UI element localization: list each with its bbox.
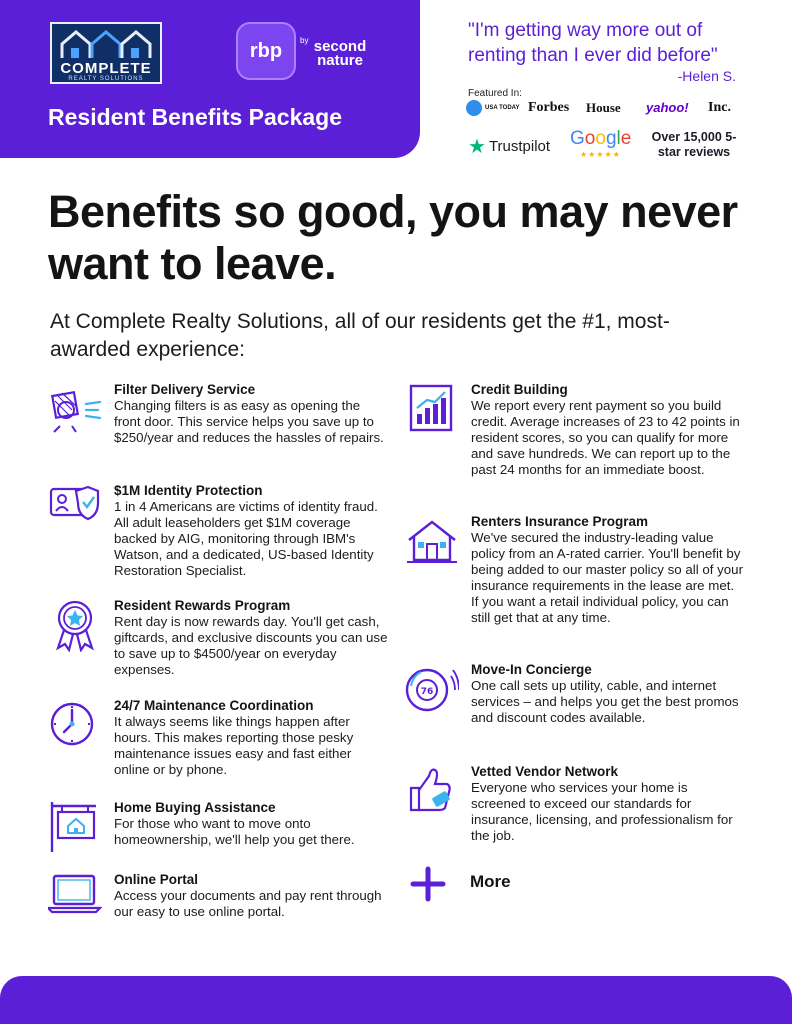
partner-logo-text: second nature [313,38,367,69]
trustpilot-star-icon: ★ [468,136,486,158]
benefit-desc: 1 in 4 Americans are victims of identity fraud. All adult leaseholders get $1M coverage backed by AIG, monitoring through IBM's Watson, and a dedicated, US-based Identity Restoration Specialist. [114,499,378,578]
by-label: by [300,36,309,45]
inc-logo: Inc. [708,100,731,115]
benefit-title: $1M Identity Protection [114,483,263,498]
benefit-desc: Changing filters is as easy as opening the front door. This service helps you save up to $250/year and reduces the hassles of repairs. [114,398,384,445]
testimonial-author: -Helen S. [677,68,736,84]
identity-shield-icon [48,483,102,537]
package-title: Resident Benefits Package [48,104,343,130]
thermostat-icon [405,662,459,716]
trustpilot-text: Trustpilot [488,138,551,155]
benefit-desc: We've secured the industry-leading value policy from an A-rated carrier. You'll benefit by being added to our master policy so all of your insurance requirements in the lease are met. If you want a retail individual policy, you can still get that at any time. [471,530,744,625]
company-logo [50,22,162,84]
benefit-title: Move-In Concierge [471,662,592,677]
rewards-ribbon-icon [48,598,102,652]
review-count: Over 15,000 5-star reviews [651,130,737,159]
houses-logo-icon [58,28,158,60]
featured-in-label: Featured In: [468,88,522,99]
laptop-icon [48,872,102,926]
yahoo-logo: yahoo! [646,100,689,115]
benefit-title: Renters Insurance Program [471,514,649,529]
benefit-title: Credit Building [471,382,568,397]
rbp-badge: rbp [236,22,296,80]
google-logo: Google [570,128,632,149]
filter-delivery-icon [48,382,102,436]
testimonial-quote: "I'm getting way more out of renting than I ever did before" [468,20,718,66]
header-band [0,0,420,158]
home-sign-icon [48,800,102,854]
benefit-title: 24/7 Maintenance Coordination [114,698,314,713]
logo-sub-text: REALTY SOLUTIONS [68,76,144,82]
benefit-desc: Rent day is now rewards day. You'll get cash, giftcards, and exclusive discounts you can use to save up to $4500/year on everyday expenses. [114,614,388,677]
benefit-desc: For those who want to move onto homeownership, we'll help you get there. [114,816,355,847]
benefit-desc: Access your documents and pay rent through our easy to use online portal. [114,888,382,919]
more-link[interactable]: More [470,872,511,891]
plus-icon[interactable] [410,866,446,902]
benefit-desc: Everyone who services your home is screened to exceed our standards for insurance, licensing, and professionalism for the job. [471,780,733,843]
usa-today-logo [466,100,519,116]
google-rating-stars: ★★★★★ [580,150,621,159]
benefit-title: Resident Rewards Program [114,598,291,613]
usa-today-text: USA TODAY [485,105,520,111]
thumbs-up-icon [405,764,459,818]
credit-chart-icon [405,382,459,436]
benefit-title: Online Portal [114,872,199,887]
forbes-logo: Forbes [528,100,570,115]
logo-main-text: COMPLETE [60,60,152,77]
page-headline: Benefits so good, you may never want to leave. [48,186,738,289]
benefit-desc: One call sets up utility, cable, and internet services – and helps you get the best promos and discount codes available. [471,678,739,725]
trustpilot-logo [468,134,550,159]
thermostat-reading: 76 [420,687,434,697]
benefit-desc: It always seems like things happen after hours. This makes reporting those pesky maintenance issues easy and fast either online or by phone. [114,714,354,777]
footer-band [0,976,792,1024]
benefit-title: Home Buying Assistance [114,800,276,815]
benefit-title: Filter Delivery Service [114,382,256,397]
usa-today-dot-icon [466,100,482,116]
benefit-title: Vetted Vendor Network [471,764,619,779]
house-logo: House [586,100,621,115]
benefit-desc: We report every rent payment so you build credit. Average increases of 23 to 42 points in resident scores, so you can qualify for more and save hundreds. We can report up to the past 24 months for an immediate boost. [471,398,740,477]
intro-text: At Complete Realty Solutions, all of our residents get the #1, most-awarded experience: [50,310,670,361]
clock-icon [48,698,102,752]
house-insurance-icon [405,514,459,568]
